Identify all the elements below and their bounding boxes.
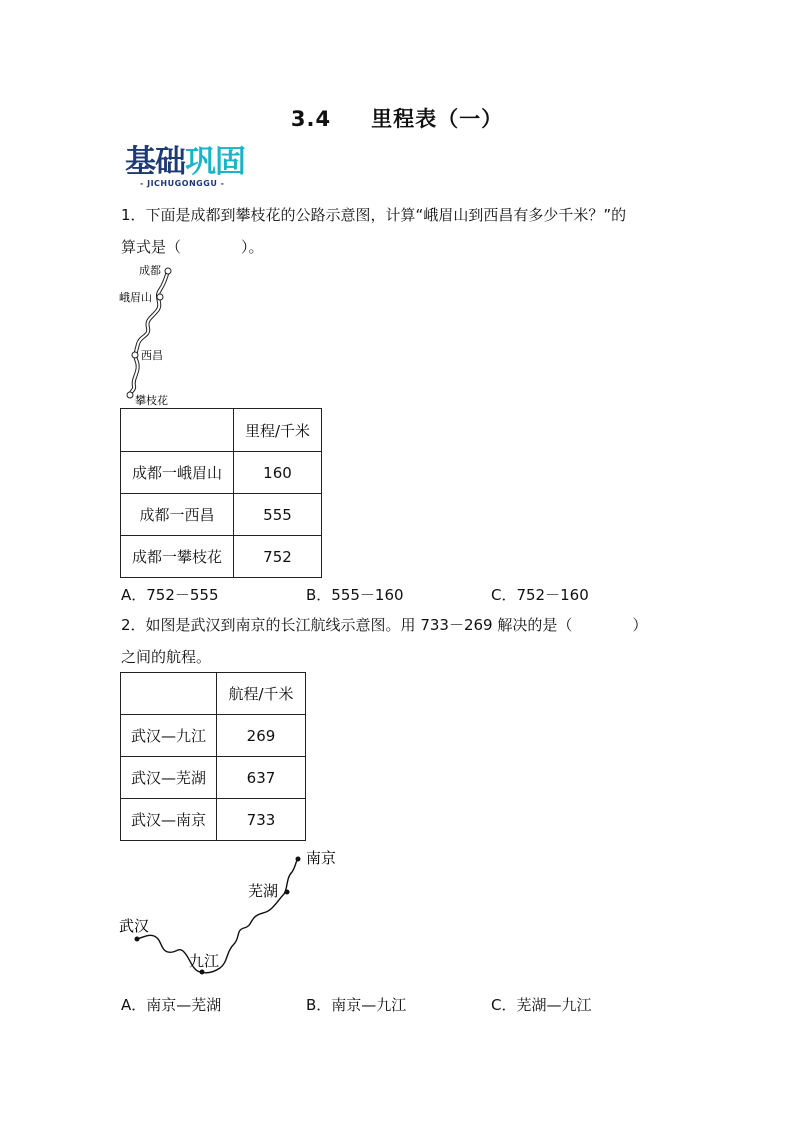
q1-row2-route: 成都一西昌	[121, 494, 234, 536]
q2-row1-distance: 269	[217, 715, 306, 757]
q1-dot-panzhihua	[127, 392, 133, 398]
q1-table-header: 里程/千米	[234, 409, 322, 452]
q2-label-jiujiang: 九江	[189, 952, 220, 970]
q1-option-a[interactable]: A．752－555	[121, 586, 219, 604]
q1-label-chengdu: 成都	[139, 264, 161, 277]
q2-table-header: 航程/千米	[217, 673, 306, 715]
q2-table-corner	[121, 673, 217, 715]
q1-table-corner	[121, 409, 234, 452]
q1-option-c[interactable]: C．752－160	[491, 586, 589, 604]
q2-row1-route: 武汉—九江	[121, 715, 217, 757]
table-row	[121, 799, 306, 841]
q2-table-header-row	[121, 673, 306, 715]
q2-dot-jiujiang	[200, 970, 205, 975]
q2-river-map	[110, 842, 360, 982]
table-row	[121, 715, 306, 757]
q1-dot-chengdu	[165, 268, 171, 274]
table-row	[121, 757, 306, 799]
q1-road-map	[110, 262, 200, 408]
q1-row2-distance: 555	[234, 494, 322, 536]
q1-row3-route: 成都一攀枝花	[121, 536, 234, 578]
banner-part2: 巩固	[185, 144, 245, 180]
q1-distance-table	[120, 408, 322, 578]
q1-stem-line1: 1．下面是成都到攀枝花的公路示意图，计算“峨眉山到西昌有多少千米？”的	[121, 206, 627, 224]
q2-dot-wuhan	[135, 937, 140, 942]
q1-option-b[interactable]: B．555－160	[306, 586, 404, 604]
q1-label-xichang: 西昌	[141, 349, 163, 362]
q1-label-emeishan: 峨眉山	[119, 291, 152, 304]
q2-dot-wuhu	[285, 890, 290, 895]
banner-subtitle: - JICHUGONGGU -	[140, 179, 225, 188]
q2-stem-line1: 2．如图是武汉到南京的长江航线示意图。用 733－269 解决的是（ ）	[121, 616, 648, 634]
q2-option-b[interactable]: B．南京—九江	[306, 996, 407, 1014]
q1-table-header-row	[121, 409, 322, 452]
banner-part1: 基础	[125, 144, 185, 180]
q2-option-c[interactable]: C．芜湖—九江	[491, 996, 592, 1014]
section-number: 3.4	[290, 107, 332, 131]
q1-row3-distance: 752	[234, 536, 322, 578]
q1-row1-route: 成都一峨眉山	[121, 452, 234, 494]
table-row	[121, 452, 322, 494]
q2-row3-route: 武汉—南京	[121, 799, 217, 841]
q2-option-a[interactable]: A．南京—芜湖	[121, 996, 222, 1014]
q1-stem-line2: 算式是（ ）。	[121, 238, 264, 256]
q2-dot-nanjing	[296, 857, 301, 862]
q2-row3-distance: 733	[217, 799, 306, 841]
q2-label-wuhu: 芜湖	[248, 882, 279, 900]
section-banner	[122, 144, 267, 192]
q2-stem-line2: 之间的航程。	[121, 648, 212, 666]
section-title: 里程表（一）	[371, 107, 504, 131]
table-row	[121, 494, 322, 536]
q1-dot-xichang	[132, 352, 138, 358]
table-row	[121, 536, 322, 578]
q1-label-panzhihua: 攀枝花	[135, 394, 168, 407]
banner-heading	[125, 144, 245, 180]
q2-label-wuhan: 武汉	[119, 917, 150, 935]
q2-row2-route: 武汉—芜湖	[121, 757, 217, 799]
q2-distance-table	[120, 672, 306, 841]
page-title	[0, 103, 794, 133]
q1-dot-emeishan	[157, 294, 163, 300]
q1-row1-distance: 160	[234, 452, 322, 494]
q2-row2-distance: 637	[217, 757, 306, 799]
q2-label-nanjing: 南京	[306, 849, 337, 867]
